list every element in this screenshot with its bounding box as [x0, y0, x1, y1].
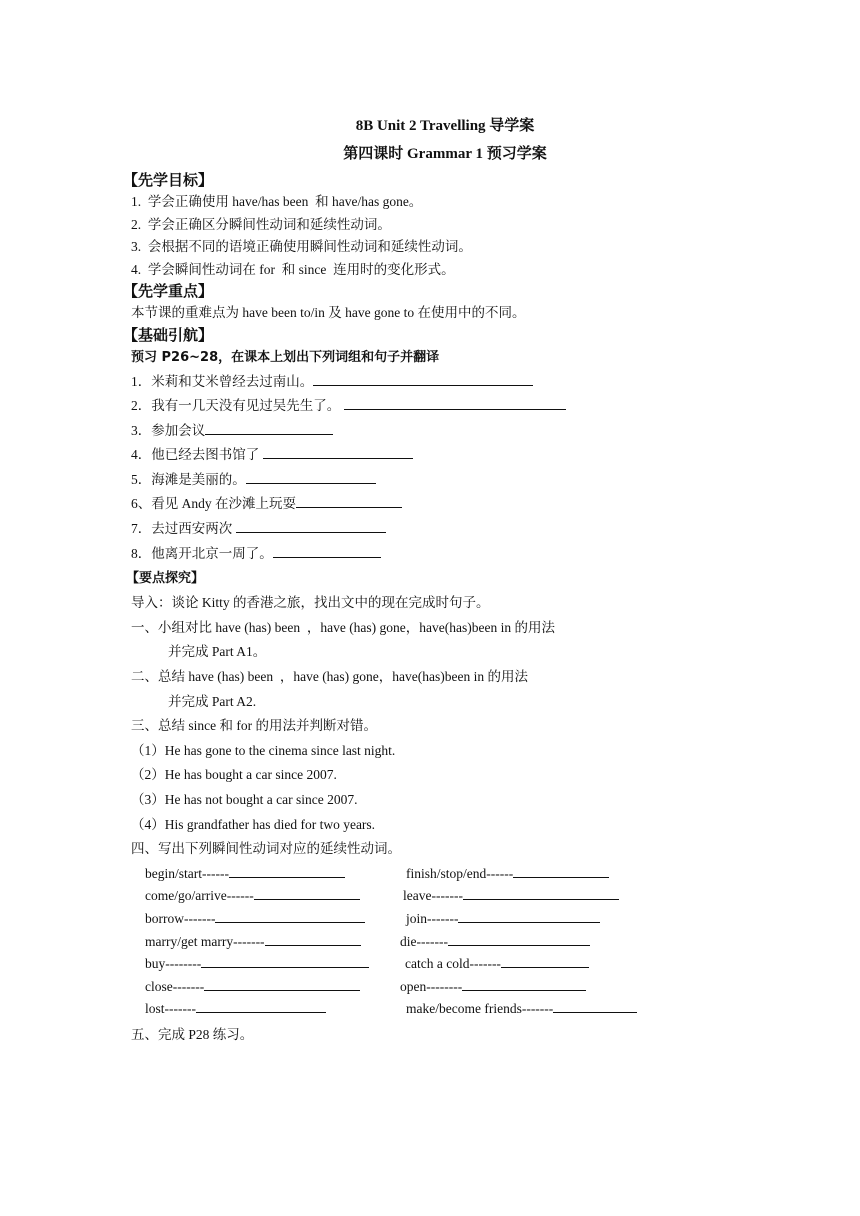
- verb-item: die-------: [400, 931, 590, 954]
- verb-item: catch a cold-------: [405, 953, 589, 976]
- judge-item: （4）His grandfather has died for two years.: [131, 816, 376, 832]
- answer-blank[interactable]: [201, 953, 369, 968]
- verb-item: make/become friends-------: [406, 998, 637, 1021]
- verb-item: marry/get marry-------: [145, 931, 361, 954]
- guide-item: 2．我有一几天没有见过吴先生了。: [131, 394, 771, 419]
- answer-blank[interactable]: [204, 976, 360, 991]
- explore-one-b: 并完成 Part A1。: [168, 644, 267, 660]
- answer-blank[interactable]: [501, 953, 589, 968]
- answer-blank[interactable]: [265, 931, 361, 946]
- guide-item: 5．海滩是美丽的。: [131, 468, 771, 493]
- focus-text: 本节课的重难点为 have been to/in 及 have gone to 在使用中的不同。: [131, 305, 526, 320]
- worksheet: [123, 112, 771, 1047]
- answer-blank[interactable]: [458, 908, 600, 923]
- guide-item: 3．参加会议: [131, 419, 771, 444]
- answer-blank[interactable]: [205, 420, 333, 435]
- verb-item: lost-------: [145, 998, 326, 1021]
- answer-blank[interactable]: [254, 885, 360, 900]
- guide-item: 6、看见 Andy 在沙滩上玩耍: [131, 492, 771, 517]
- answer-blank[interactable]: [215, 908, 365, 923]
- answer-blank[interactable]: [229, 863, 345, 878]
- judge-item: （1）He has gone to the cinema since last night.: [131, 742, 396, 758]
- judge-item: （3）He has not bought a car since 2007.: [131, 792, 358, 807]
- answer-blank[interactable]: [448, 931, 590, 946]
- verb-item: finish/stop/end------: [406, 863, 609, 886]
- answer-blank[interactable]: [513, 863, 609, 878]
- verb-item: join-------: [406, 908, 600, 931]
- verb-item: close-------: [145, 976, 360, 999]
- page-subtitle: 第四课时 Grammar 1 预习学案: [343, 146, 547, 162]
- explore-two-b: 并完成 Part A2.: [168, 693, 257, 709]
- explore-three: 三、总结 since 和 for 的用法并判断对错。: [131, 718, 377, 734]
- explore-four: 四、写出下列瞬间性动词对应的延续性动词。: [131, 841, 401, 857]
- page-title: 8B Unit 2 Travelling 导学案: [355, 118, 535, 134]
- explore-intro: 导入：谈论 Kitty 的香港之旅，找出文中的现在完成时句子。: [131, 595, 490, 611]
- answer-blank[interactable]: [246, 469, 376, 484]
- answer-blank[interactable]: [263, 444, 413, 459]
- verb-item: leave-------: [403, 885, 619, 908]
- answer-blank[interactable]: [313, 371, 533, 386]
- goals-heading: 【先学目标】: [123, 171, 214, 189]
- answer-blank[interactable]: [196, 998, 326, 1013]
- judge-item: （2）He has bought a car since 2007.: [131, 767, 337, 783]
- verb-item: open--------: [400, 976, 586, 999]
- guide-item: 7．去过西安两次: [131, 517, 771, 542]
- goal-item: 4. 学会瞬间性动词在 for 和 since 连用时的变化形式。: [131, 261, 455, 277]
- goal-item: 3. 会根据不同的语境正确使用瞬间性动词和延续性动词。: [131, 239, 472, 254]
- explore-two: 二、总结 have (has) been ，have (has) gone，have(has)been in 的用法: [131, 669, 528, 685]
- verb-item: buy--------: [145, 953, 369, 976]
- guide-heading: 【基础引航】: [123, 325, 214, 344]
- goal-item: 2. 学会正确区分瞬间性动词和延续性动词。: [131, 216, 391, 232]
- answer-blank[interactable]: [553, 998, 637, 1013]
- explore-one: 一、小组对比 have (has) been ，have (has) gone，have(has)been in 的用法: [131, 619, 555, 635]
- verb-item: come/go/arrive------: [145, 885, 360, 908]
- answer-blank[interactable]: [236, 518, 386, 533]
- verb-item: begin/start------: [145, 863, 345, 886]
- verb-item: borrow-------: [145, 908, 365, 931]
- guide-item: 1．米莉和艾米曾经去过南山。: [131, 370, 771, 395]
- answer-blank[interactable]: [463, 885, 619, 900]
- answer-blank[interactable]: [344, 395, 566, 410]
- focus-heading: 【先学重点】: [123, 282, 214, 300]
- answer-blank[interactable]: [273, 543, 381, 558]
- answer-blank[interactable]: [462, 976, 586, 991]
- answer-blank[interactable]: [296, 493, 402, 508]
- guide-item: 8．他离开北京一周了。: [131, 542, 771, 567]
- guide-item: 4．他已经去图书馆了: [131, 443, 771, 468]
- guide-instruction: 预习 P26~28，在课本上划出下列词组和句子并翻译: [131, 349, 440, 365]
- verb-table: [131, 863, 771, 1023]
- goal-item: 1. 学会正确使用 have/has been 和 have/has gone。: [131, 194, 423, 209]
- explore-heading: 【要点探究】: [126, 571, 205, 587]
- explore-five: 五、完成 P28 练习。: [131, 1026, 254, 1042]
